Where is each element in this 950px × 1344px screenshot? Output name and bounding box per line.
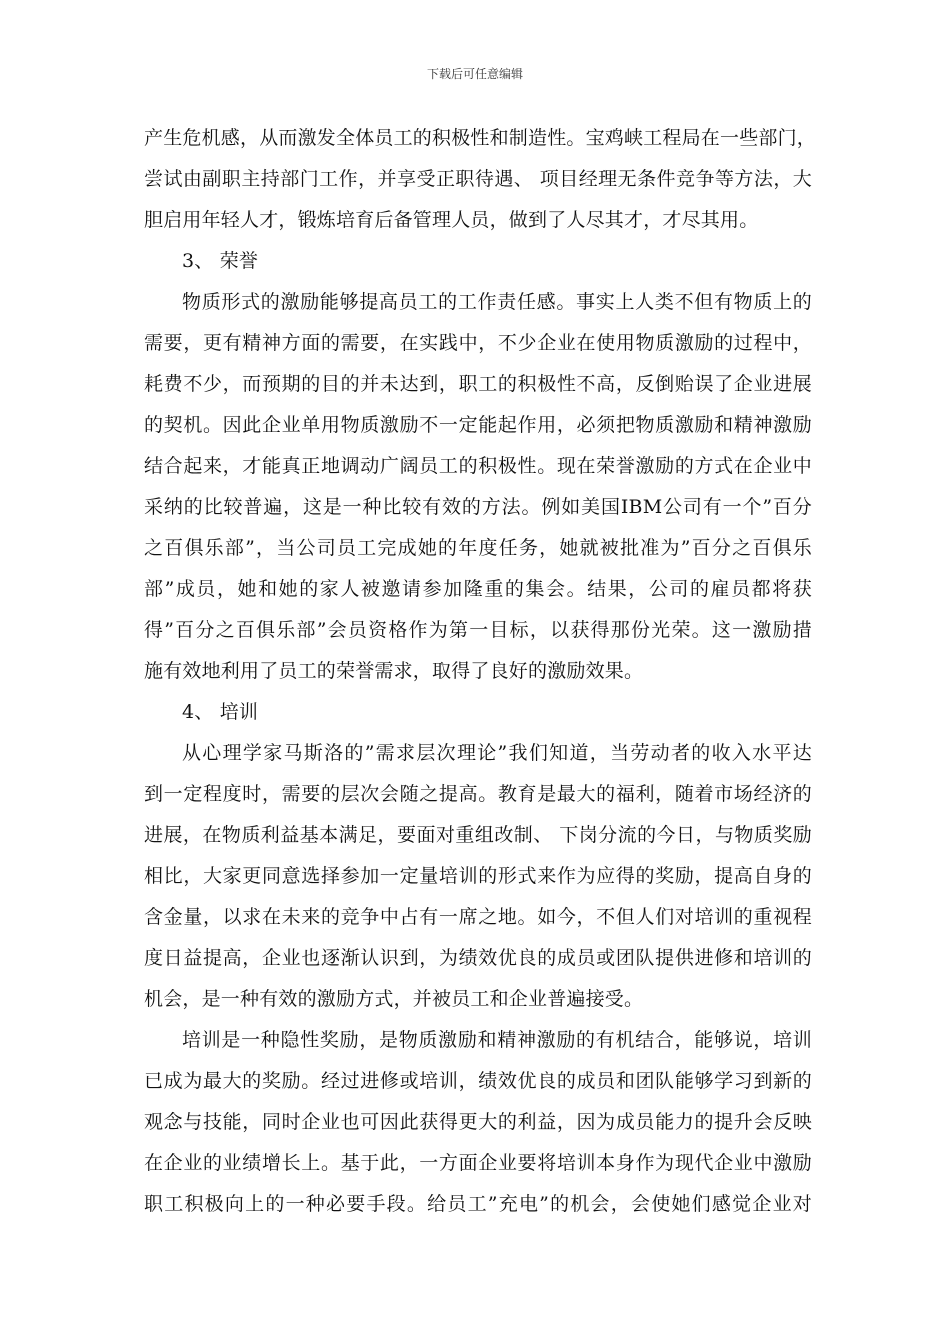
text-line: 职工积极向上的一种必要手段。给员工”充电”的机会，会使她们感觉企业对	[144, 1193, 812, 1215]
text-line: 观念与技能，同时企业也可因此获得更大的利益，因为成员能力的提升会反映	[144, 1111, 812, 1133]
text-line: 已成为最大的奖励。经过进修或培训，绩效优良的成员和团队能够学习到新的	[144, 1070, 812, 1092]
text-line: 含金量，以求在未来的竞争中占有一席之地。如今，不但人们对培训的重视程	[144, 906, 812, 928]
text-line: 之百俱乐部”，当公司员工完成她的年度任务，她就被批准为”百分之百俱乐	[144, 537, 812, 559]
section-heading-training: 4、 培训	[182, 701, 259, 723]
text-line: 进展，在物质利益基本满足，要面对重组改制、 下岗分流的今日，与物质奖励	[144, 824, 812, 846]
text-line: 耗费不少，而预期的目的并未达到，职工的积极性不高，反倒贻误了企业进展	[144, 373, 812, 395]
text-line: 结合起来，才能真正地调动广阔员工的积极性。现在荣誉激励的方式在企业中	[144, 455, 812, 477]
text-line: 胆启用年轻人才，锻炼培育后备管理人员，做到了人尽其才，才尽其用。	[144, 209, 759, 231]
text-line: 采纳的比较普遍，这是一种比较有效的方法。例如美国IBM公司有一个”百分	[144, 496, 812, 518]
text-line: 从心理学家马斯洛的”需求层次理论”我们知道，当劳动者的收入水平达	[182, 742, 812, 764]
text-line: 相比，大家更同意选择参加一定量培训的形式来作为应得的奖励，提高自身的	[144, 865, 812, 887]
text-line: 尝试由副职主持部门工作，并享受正职待遇、 项目经理无条件竞争等方法，大	[144, 168, 812, 190]
page-header: 下载后可任意编辑	[426, 67, 523, 81]
text-line: 到一定程度时，需要的层次会随之提高。教育是最大的福利，随着市场经济的	[144, 783, 812, 805]
text-line: 部”成员，她和她的家人被邀请参加隆重的集会。结果，公司的雇员都将获	[144, 578, 812, 600]
text-line: 在企业的业绩增长上。基于此，一方面企业要将培训本身作为现代企业中激励	[144, 1152, 812, 1174]
document-body	[144, 118, 817, 1225]
text-line: 得”百分之百俱乐部”会员资格作为第一目标，以获得那份光荣。这一激励措	[144, 619, 812, 641]
text-line: 度日益提高，企业也逐渐认识到，为绩效优良的成员或团队提供进修和培训的	[144, 947, 812, 969]
text-line: 的契机。因此企业单用物质激励不一定能起作用，必须把物质激励和精神激励	[144, 414, 812, 436]
text-line: 机会，是一种有效的激励方式，并被员工和企业普遍接受。	[144, 988, 644, 1010]
text-line: 施有效地利用了员工的荣誉需求，取得了良好的激励效果。	[144, 660, 644, 682]
text-line: 物质形式的激励能够提高员工的工作责任感。事实上人类不但有物质上的	[182, 291, 812, 313]
text-line: 培训是一种隐性奖励，是物质激励和精神激励的有机结合，能够说，培训	[182, 1029, 812, 1051]
text-line: 产生危机感，从而激发全体员工的积极性和制造性。宝鸡峡工程局在一些部门，	[144, 127, 817, 149]
section-heading-honor: 3、 荣誉	[182, 250, 259, 272]
text-line: 需要，更有精神方面的需要，在实践中，不少企业在使用物质激励的过程中，	[144, 332, 812, 354]
